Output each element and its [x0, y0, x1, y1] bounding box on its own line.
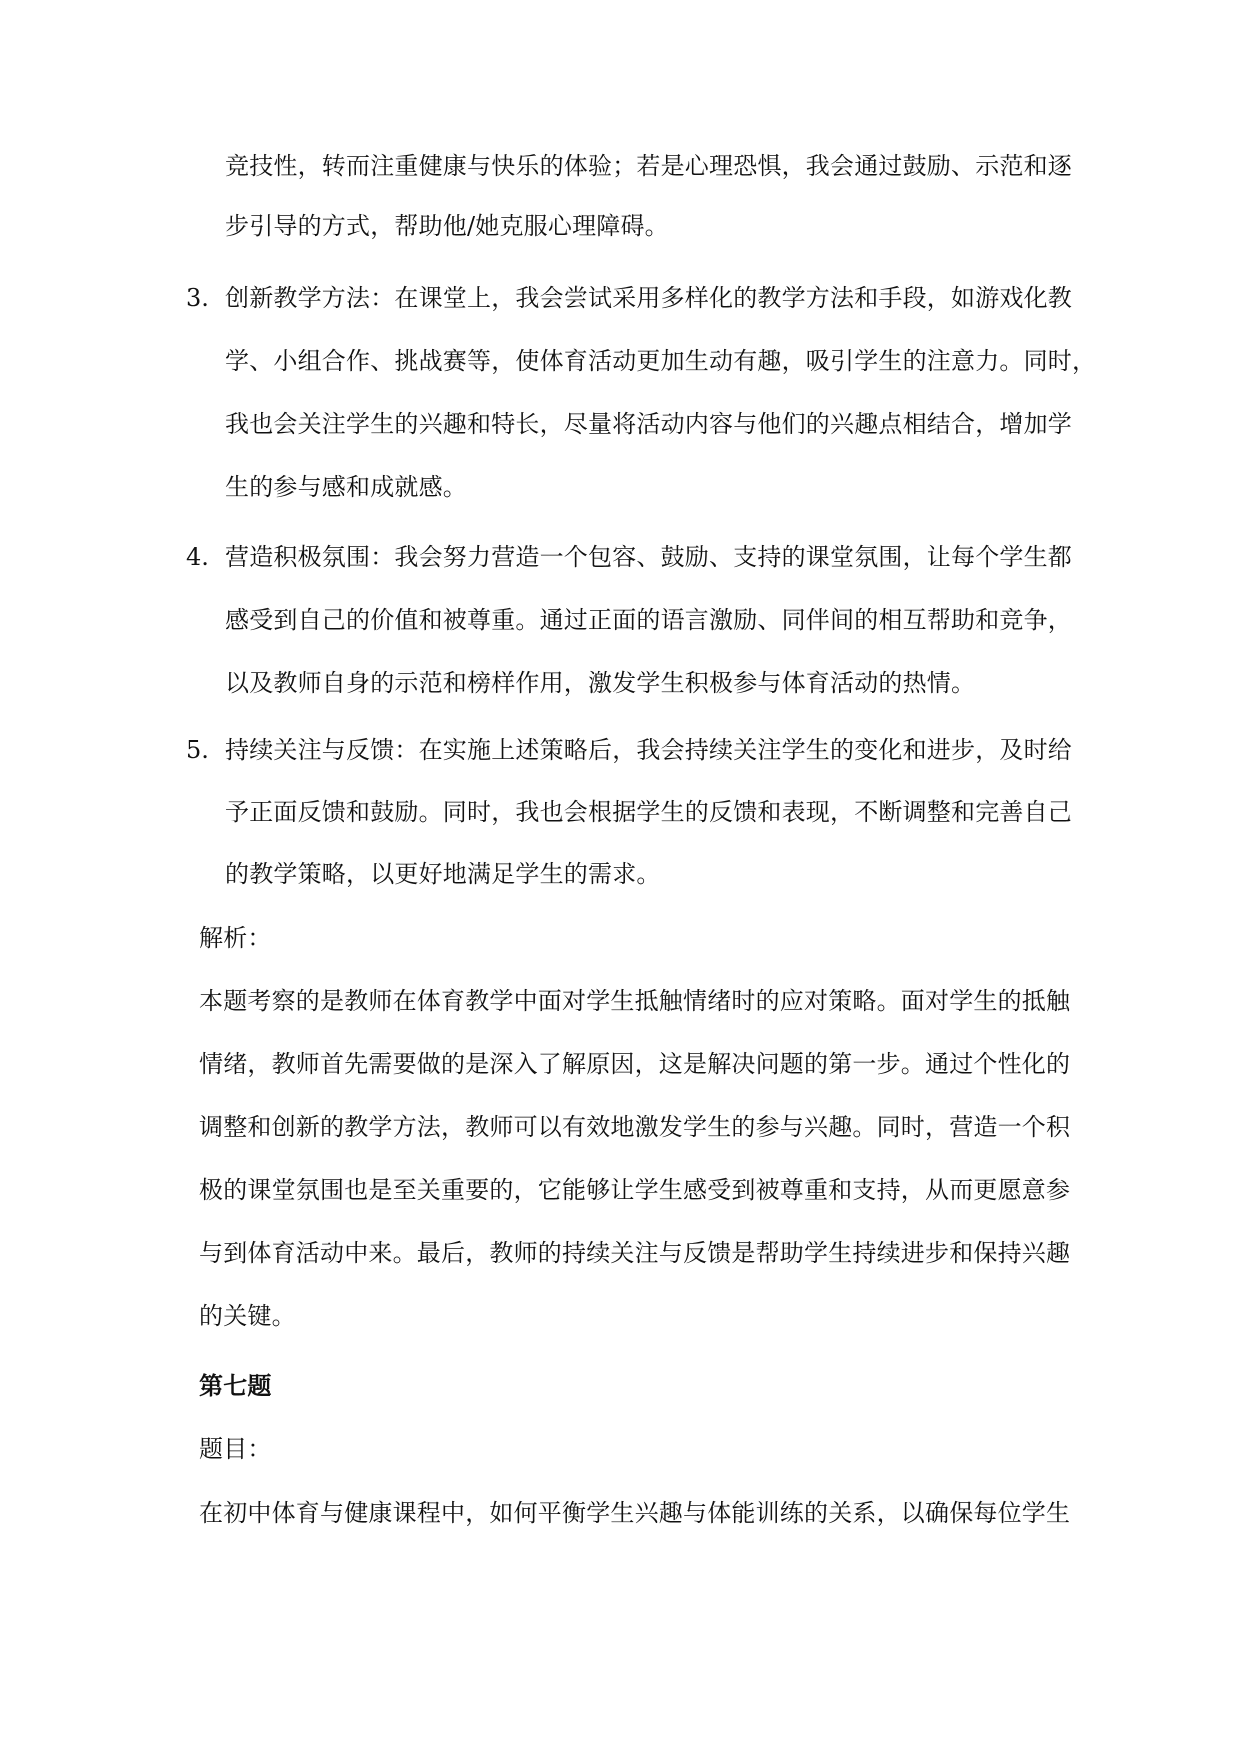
list-item-3-line: 学、小组合作、挑战赛等，使体育活动更加生动有趣，吸引学生的注意力。同时， [225, 347, 1097, 375]
analysis-line: 情绪，教师首先需要做的是深入了解原因，这是解决问题的第一步。通过个性化的 [199, 1050, 1071, 1078]
list-item-4-line: 以及教师自身的示范和榜样作用，激发学生积极参与体育活动的热情。 [225, 669, 976, 697]
question-heading: 第七题 [199, 1371, 272, 1400]
list-item-3-number: 3. [186, 284, 209, 312]
list-item-4-line: 感受到自己的价值和被尊重。通过正面的语言激励、同伴间的相互帮助和竞争， [225, 606, 1072, 634]
list-item-5-line: 予正面反馈和鼓励。同时，我也会根据学生的反馈和表现，不断调整和完善自己 [225, 798, 1072, 826]
list-item-5-line: 的教学策略，以更好地满足学生的需求。 [225, 860, 661, 888]
list-item-3-line: 我也会关注学生的兴趣和特长，尽量将活动内容与他们的兴趣点相结合，增加学 [225, 410, 1072, 438]
list-item-2-continuation-line: 竞技性，转而注重健康与快乐的体验；若是心理恐惧，我会通过鼓励、示范和逐 [225, 152, 1072, 180]
analysis-line: 本题考察的是教师在体育教学中面对学生抵触情绪时的应对策略。面对学生的抵触 [199, 987, 1071, 1015]
list-item-3-line: 生的参与感和成就感。 [225, 473, 467, 501]
question-text-line: 在初中体育与健康课程中，如何平衡学生兴趣与体能训练的关系，以确保每位学生 [199, 1499, 1071, 1527]
analysis-line: 调整和创新的教学方法，教师可以有效地激发学生的参与兴趣。同时，营造一个积 [199, 1113, 1071, 1141]
question-label: 题目： [199, 1435, 272, 1463]
analysis-label: 解析： [199, 924, 272, 952]
list-item-5-number: 5. [186, 736, 209, 764]
list-item-3-line: 创新教学方法：在课堂上，我会尝试采用多样化的教学方法和手段，如游戏化教 [225, 284, 1072, 312]
list-item-4-number: 4. [186, 543, 209, 571]
analysis-line: 与到体育活动中来。最后，教师的持续关注与反馈是帮助学生持续进步和保持兴趣 [199, 1239, 1071, 1267]
list-item-2-continuation-line: 步引导的方式，帮助他/她克服心理障碍。 [225, 212, 669, 240]
analysis-line: 的关键。 [199, 1302, 296, 1330]
analysis-line: 极的课堂氛围也是至关重要的，它能够让学生感受到被尊重和支持，从而更愿意参 [199, 1176, 1071, 1204]
list-item-5-line: 持续关注与反馈：在实施上述策略后，我会持续关注学生的变化和进步，及时给 [225, 736, 1072, 764]
list-item-4-line: 营造积极氛围：我会努力营造一个包容、鼓励、支持的课堂氛围，让每个学生都 [225, 543, 1072, 571]
